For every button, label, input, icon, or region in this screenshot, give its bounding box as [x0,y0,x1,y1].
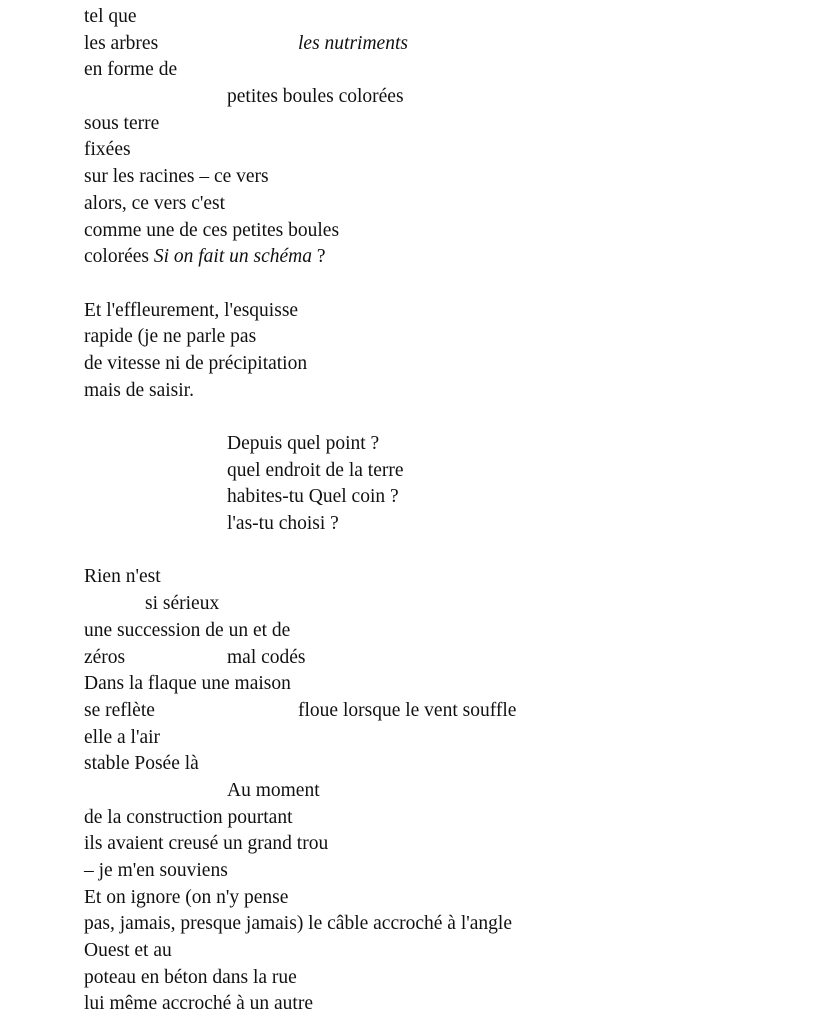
text: – je m'en souviens [84,860,228,881]
line-segment [84,298,298,325]
line-segment [84,218,339,245]
text: ils avaient creusé un grand trou [84,833,329,855]
line-segment [84,831,328,858]
poem-line [84,591,824,618]
text: Depuis quel point ? [227,433,380,454]
text: lui même accroché à un autre [84,993,314,1015]
line-segment [84,698,155,725]
line-segment [84,4,137,31]
text: petites boules colorées [227,86,404,108]
poem-line [84,511,824,538]
line-segment [298,698,516,725]
poem-line [84,618,824,645]
line-segment [227,84,404,111]
text: quel endroit de la terre [227,459,404,481]
poem-line [84,431,824,458]
line-segment [84,805,292,832]
line-segment [84,645,125,672]
text: pas, jamais, presque jamais) le câble accroché à l'angle [84,913,512,935]
poem-line [84,298,824,325]
text: Et on ignore (on n'y pense [84,886,289,908]
text: sur les racines – ce vers [84,166,269,188]
text: Dans la flaque une maison [84,673,291,695]
line-segment [298,31,408,58]
stanza-break [84,271,824,298]
text: de la construction pourtant [84,806,293,828]
text: colorées [84,246,154,268]
italic-text: Si on fait un schéma [153,246,312,268]
line-segment [84,965,297,992]
poem-line [84,671,824,698]
text: poteau en béton dans la rue [84,966,297,988]
poem-line [84,484,824,511]
stanza-break [84,404,824,431]
poem-line [84,725,824,752]
text: mal codés [227,646,306,668]
text: ? [312,246,326,268]
line-segment [227,431,379,458]
line-segment [227,778,320,805]
line-segment [84,911,512,938]
text: alors, ce vers c'est [84,192,226,214]
line-segment [84,618,290,645]
text: zéros [84,646,126,668]
text: elle a l'air [84,726,161,748]
poem-line [84,191,824,218]
poem-line [84,965,824,992]
poem-line [84,458,824,485]
stanza-break [84,538,824,565]
line-segment [84,564,161,591]
poem-line [84,57,824,84]
line-segment [145,591,219,618]
poem-line [84,111,824,138]
line-segment [227,458,404,485]
line-segment [227,511,339,538]
text: sous terre [84,112,160,134]
text: fixées [84,139,131,161]
line-segment [84,991,313,1018]
poem-line [84,4,824,31]
text: si sérieux [145,593,220,615]
line-segment [84,111,159,138]
text: Ouest et au [84,940,172,962]
text: tel que [84,6,137,27]
poem-line [84,698,824,725]
line-segment [84,671,291,698]
poem-line [84,324,824,351]
text: comme une de ces petites boules [84,219,340,241]
poem-line [84,378,824,405]
poem-line [84,351,824,378]
poem-line [84,911,824,938]
line-segment [84,351,307,378]
text: se reflète [84,699,155,721]
line-segment [227,484,399,511]
line-segment [84,751,199,778]
poem-line [84,84,824,111]
poem-line [84,991,824,1018]
text: une succession de un et de [84,619,291,641]
text: Au moment [227,779,320,801]
text: floue lorsque le vent souffle [298,699,517,721]
text: stable Posée là [84,753,199,775]
poem-line [84,858,824,885]
poem-line [84,751,824,778]
poem-text [84,4,824,1018]
line-segment [84,725,160,752]
line-segment [84,938,172,965]
poem-line [84,938,824,965]
line-segment [84,191,225,218]
line-segment [84,885,288,912]
text: mais de saisir. [84,379,194,401]
text: Rien n'est [84,566,161,588]
line-segment [84,244,326,271]
text: l'as-tu choisi ? [227,513,339,535]
poem-line [84,805,824,832]
line-segment [227,645,306,672]
poem-line [84,564,824,591]
italic-text: les nutriments [298,32,408,54]
text: en forme de [84,59,178,81]
line-segment [84,164,269,191]
text: de vitesse ni de précipitation [84,352,308,374]
poem-line [84,778,824,805]
line-segment [84,137,131,164]
line-segment [84,324,256,351]
poem-line [84,831,824,858]
text: rapide (je ne parle pas [84,326,257,348]
text: habites-tu Quel coin ? [227,486,399,508]
poem-line [84,885,824,912]
line-segment [84,57,177,84]
poem-line [84,137,824,164]
poem-line [84,31,824,58]
line-segment [84,378,194,405]
poem-line [84,244,824,271]
line-segment [84,31,158,58]
poem-line [84,218,824,245]
text: Et l'effleurement, l'esquisse [84,299,299,321]
poem-line [84,164,824,191]
text: les arbres [84,32,159,54]
line-segment [84,858,228,885]
poem-line [84,645,824,672]
